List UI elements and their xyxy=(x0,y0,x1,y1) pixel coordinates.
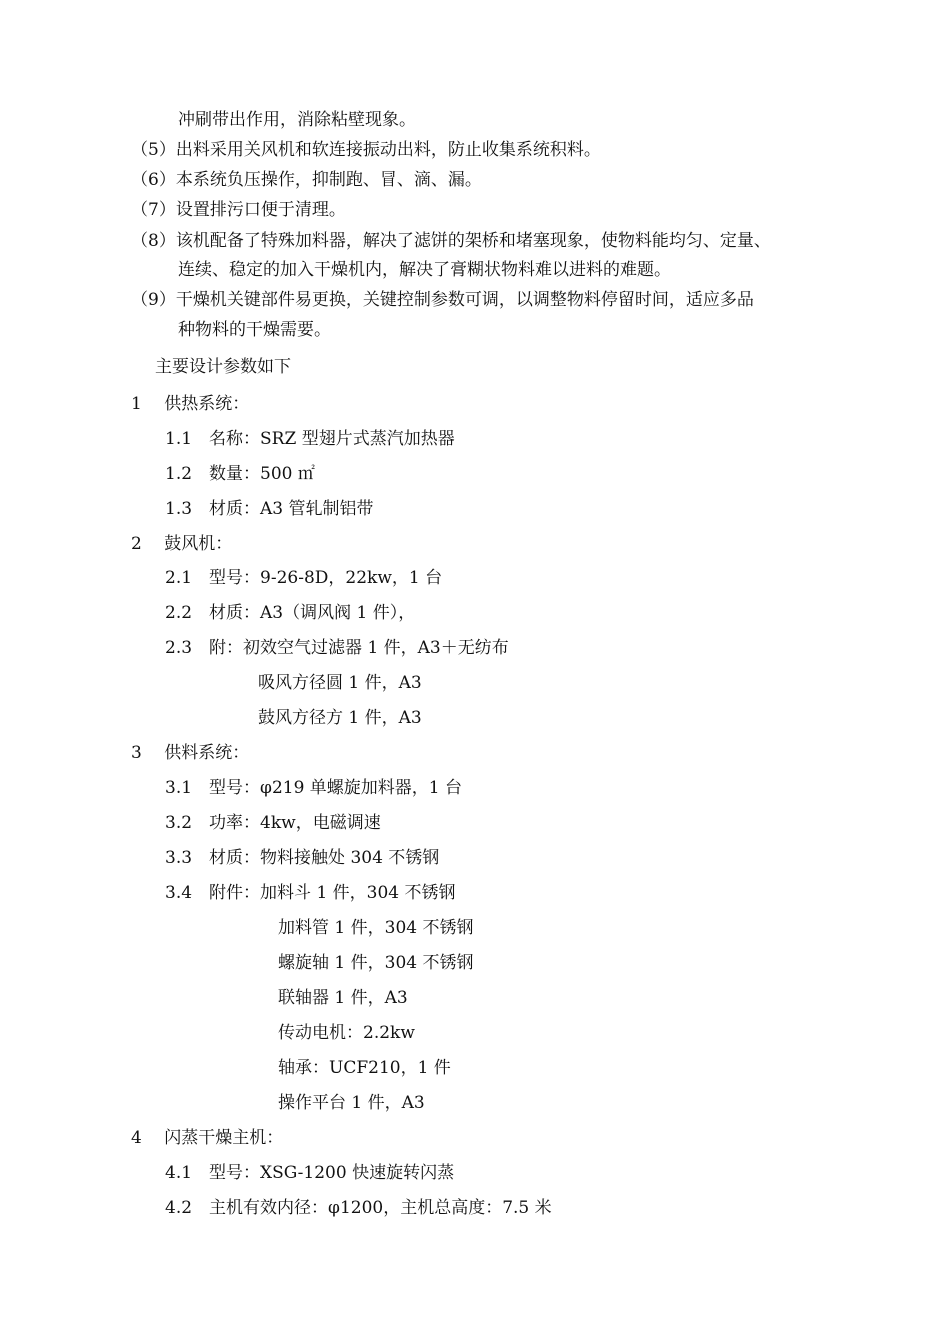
text-line: 吸风方径圆 1 件，A3 xyxy=(258,673,422,693)
text-line: 2 鼓风机： xyxy=(131,534,233,554)
text-line: 3.4 附件：加料斗 1 件，304 不锈钢 xyxy=(165,883,456,903)
text-line: （6）本系统负压操作，抑制跑、冒、滴、漏。 xyxy=(131,170,482,190)
text-line: 轴承：UCF210，1 件 xyxy=(278,1058,451,1078)
text-line: （5）出料采用关风机和软连接振动出料，防止收集系统积料。 xyxy=(131,140,601,160)
text-line: 联轴器 1 件，A3 xyxy=(278,988,408,1008)
text-line: 种物料的干燥需要。 xyxy=(178,320,331,340)
text-line: 3.1 型号：φ219 单螺旋加料器，1 台 xyxy=(165,778,463,798)
text-line: 冲刷带出作用，消除粘壁现象。 xyxy=(178,110,416,130)
text-line: 2.1 型号：9-26-8D，22kw，1 台 xyxy=(165,568,443,588)
text-line: 4.2 主机有效内径：φ1200，主机总高度：7.5 米 xyxy=(165,1198,552,1218)
text-line: 鼓风方径方 1 件，A3 xyxy=(258,708,422,728)
text-line: （8）该机配备了特殊加料器，解决了滤饼的架桥和堵塞现象，使物料能均匀、定量、 xyxy=(131,231,771,251)
text-line: 连续、稳定的加入干燥机内，解决了膏糊状物料难以进料的难题。 xyxy=(178,260,671,280)
text-line: 1 供热系统： xyxy=(131,394,250,414)
text-line: 2.3 附：初效空气过滤器 1 件，A3＋无纺布 xyxy=(165,638,509,658)
text-line: （7）设置排污口便于清理。 xyxy=(131,200,346,220)
text-line: 4 闪蒸干燥主机： xyxy=(131,1128,284,1148)
text-line: 传动电机：2.2kw xyxy=(278,1023,415,1043)
text-line: 1.1 名称：SRZ 型翅片式蒸汽加热器 xyxy=(165,429,455,449)
text-line: 3 供料系统： xyxy=(131,743,250,763)
text-line: 3.3 材质：物料接触处 304 不锈钢 xyxy=(165,848,440,868)
text-line: 加料管 1 件，304 不锈钢 xyxy=(278,918,474,938)
text-line: （9）干燥机关键部件易更换，关键控制参数可调，以调整物料停留时间，适应多品 xyxy=(131,290,754,310)
text-line: 1.3 材质：A3 管轧制铝带 xyxy=(165,499,374,519)
text-line: 螺旋轴 1 件，304 不锈钢 xyxy=(278,953,474,973)
text-line: 操作平台 1 件，A3 xyxy=(278,1093,425,1113)
text-line: 4.1 型号：XSG-1200 快速旋转闪蒸 xyxy=(165,1163,455,1183)
text-line: 3.2 功率：4kw，电磁调速 xyxy=(165,813,381,833)
text-line: 2.2 材质：A3（调风阀 1 件）， xyxy=(165,603,416,623)
text-line: 1.2 数量：500 ㎡ xyxy=(165,464,315,484)
text-line: 主要设计参数如下 xyxy=(155,357,291,377)
